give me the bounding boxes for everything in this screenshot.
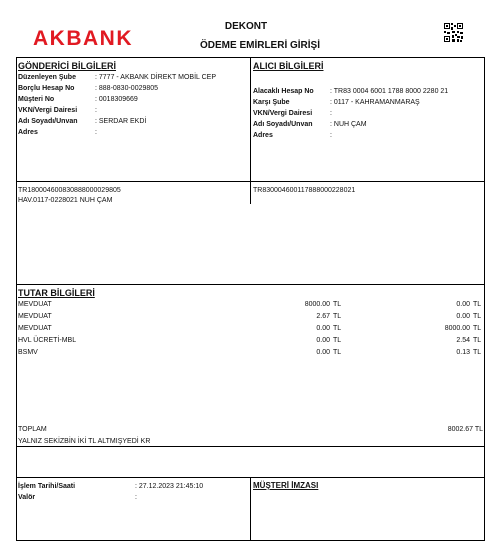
receiver-label-tax: VKN/Vergi Dairesi (253, 110, 313, 117)
valor-label: Valör (18, 494, 36, 501)
amount-row-1-value1: 8000.00 (304, 301, 330, 308)
amount-row-4-cur2: TL (473, 337, 482, 344)
sender-label-tax: VKN/Vergi Dairesi (18, 107, 78, 114)
sender-iban: TR180004600830888000029805 (18, 187, 121, 194)
amount-row-5-value1: 0.00 (316, 349, 330, 356)
sender-value-account: : 888-0830-0029805 (95, 85, 159, 92)
receiver-section-title: ALICI BİLGİLERİ (253, 61, 324, 71)
sender-section-title: GÖNDERİCİ BİLGİLERİ (18, 61, 117, 71)
amount-row-4-label: HVL ÜCRETİ-MBL (18, 337, 77, 344)
document-title: DEKONT (224, 21, 268, 32)
amount-row-2-label: MEVDUAT (18, 313, 52, 320)
amount-row-4-value1: 0.00 (316, 337, 330, 344)
receiver-label-account: Alacaklı Hesap No (253, 88, 314, 95)
receiver-label-name: Adı Soyadı/Unvan (253, 121, 313, 128)
akbank-logo: AKBANK (33, 27, 133, 50)
sender-label-name: Adı Soyadı/Unvan (18, 118, 78, 125)
transaction-date-value: : 27.12.2023 21:45:10 (135, 483, 204, 490)
amount-row-4-cur1: TL (333, 337, 342, 344)
divider-words (16, 446, 485, 447)
receiver-label-branch: Karşı Şube (253, 99, 290, 106)
receiver-value-name: : NUH ÇAM (330, 121, 367, 128)
amount-row-2-cur1: TL (333, 313, 342, 320)
amount-row-5-label: BSMV (18, 349, 38, 356)
sender-value-address: : (95, 129, 97, 136)
valor-value: : (135, 494, 137, 501)
receiver-value-tax: : (330, 110, 332, 117)
column-divider-footer (250, 477, 251, 541)
sender-value-name: : SERDAR EKDİ (95, 118, 147, 125)
amount-row-4-value2: 2.54 (456, 337, 470, 344)
amount-row-3-cur2: TL (473, 325, 482, 332)
qr-code-icon (444, 23, 463, 42)
transaction-date-label: İşlem Tarihi/Saati (18, 483, 76, 490)
sender-label-customer: Müşteri No (18, 96, 55, 103)
amount-row-2-value2: 0.00 (456, 313, 470, 320)
transfer-description: HAV.0117-0228021 NUH ÇAM (18, 197, 113, 204)
amounts-section-title: TUTAR BİLGİLERİ (18, 288, 95, 298)
amount-row-3-label: MEVDUAT (18, 325, 52, 332)
receiver-label-address: Adres (253, 132, 273, 139)
total-value: 8002.67 TL (447, 426, 483, 433)
amount-row-2-cur2: TL (473, 313, 482, 320)
amount-row-5-value2: 0.13 (456, 349, 470, 356)
amount-row-3-value2: 8000.00 (444, 325, 470, 332)
document-subtitle: ÖDEME EMİRLERİ GİRİŞİ (200, 40, 321, 51)
amount-row-2-value1: 2.67 (316, 313, 330, 320)
amount-row-5-cur2: TL (473, 349, 482, 356)
customer-signature-title: MÜŞTERİ İMZASI (253, 481, 319, 490)
amount-row-1-label: MEVDUAT (18, 301, 52, 308)
sender-value-tax: : (95, 107, 97, 114)
amount-in-words: YALNIZ SEKİZBİN İKİ TL ALTMIŞYEDİ KR (18, 438, 151, 445)
amount-row-1-value2: 0.00 (456, 301, 470, 308)
receiver-value-account: : TR83 0004 6001 1788 8000 2280 21 (330, 88, 449, 95)
total-label: TOPLAM (18, 426, 47, 433)
amount-row-1-cur2: TL (473, 301, 482, 308)
amount-row-5-cur1: TL (333, 349, 342, 356)
receiver-value-address: : (330, 132, 332, 139)
sender-value-branch: : 7777 - AKBANK DİREKT MOBİL CEP (95, 74, 216, 81)
sender-label-branch: Düzenleyen Şube (18, 74, 76, 81)
sender-value-customer: : 0018309669 (95, 96, 138, 103)
receiver-value-branch: : 0117 - KAHRAMANMARAŞ (330, 99, 420, 106)
divider-info (16, 181, 485, 182)
receiver-iban: TR830004600117888000228021 (253, 187, 356, 194)
amount-row-3-value1: 0.00 (316, 325, 330, 332)
sender-label-address: Adres (18, 129, 38, 136)
divider-amounts (16, 284, 485, 285)
amount-row-1-cur1: TL (333, 301, 342, 308)
amount-row-3-cur1: TL (333, 325, 342, 332)
sender-label-account: Borçlu Hesap No (18, 85, 75, 92)
